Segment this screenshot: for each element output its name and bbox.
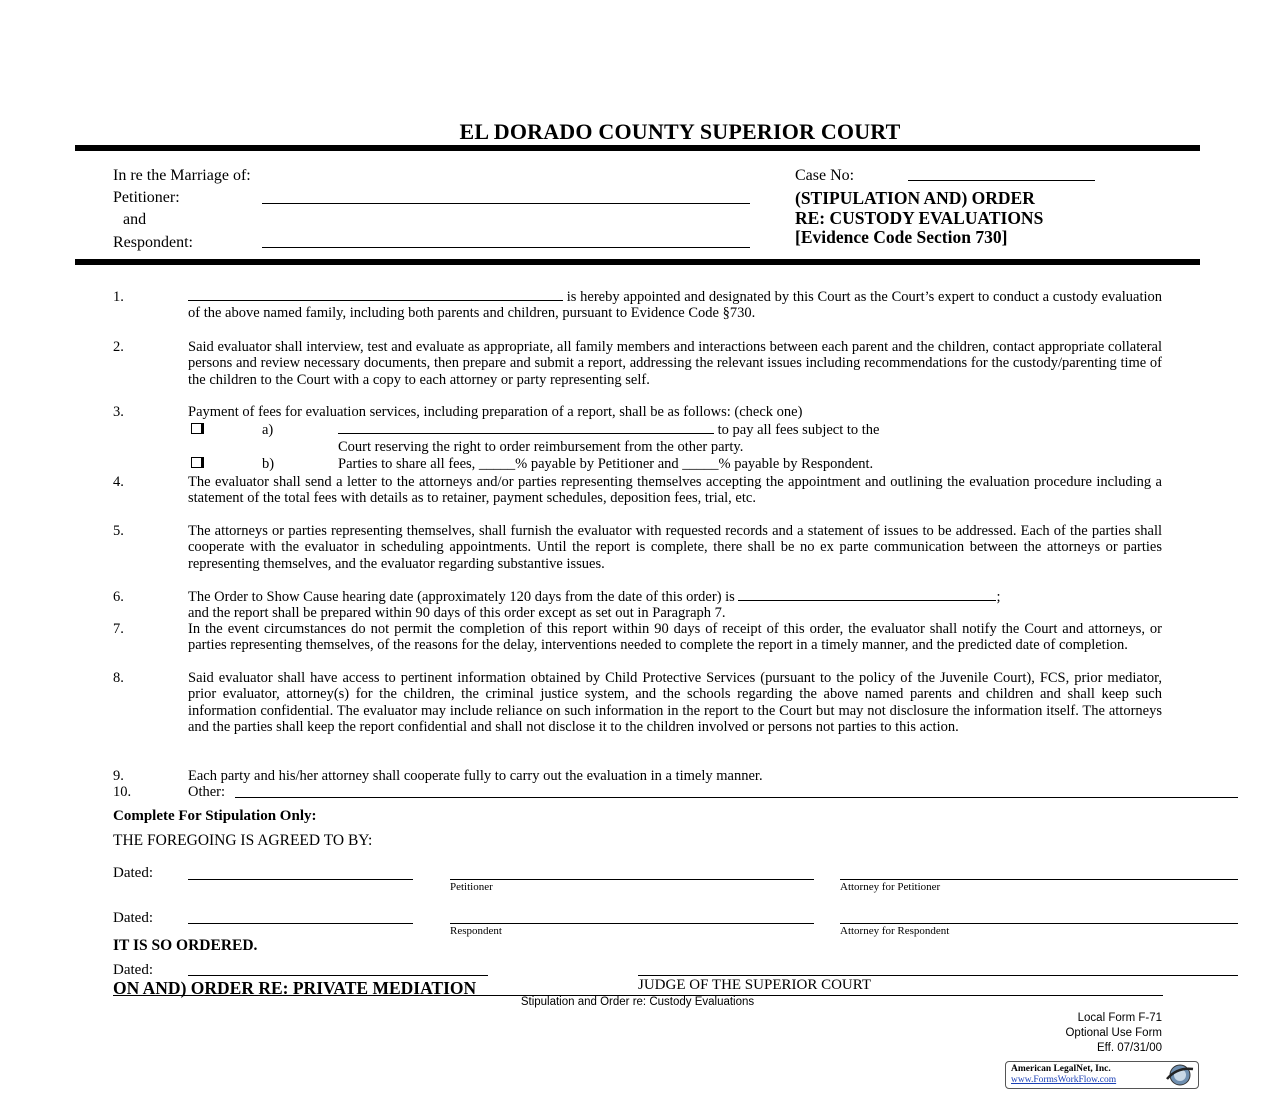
order-dated-field[interactable] xyxy=(188,975,488,976)
optional-use-note: Optional Use Form xyxy=(1065,1027,1162,1039)
effective-date: Eff. 07/31/00 xyxy=(1096,1042,1162,1054)
paragraph-number: 3. xyxy=(113,404,124,420)
paragraph-text: The Order to Show Cause hearing date (approximately 120 days from the date of this order) is xyxy=(188,589,735,605)
so-ordered-text: IT IS SO ORDERED. xyxy=(113,937,258,954)
form-info xyxy=(960,1011,1162,1056)
paragraph-5: The attorneys or parties representing themselves, shall furnish the evaluator with requested records and a statement of issues to be addressed. Each of the parties shall cooperate with the evaluator in scheduling appointments. Until the report is complete, there shall be no ex parte communication between the attorneys or parties representing themselves, and the evaluator regarding substantive issues. xyxy=(188,523,1162,572)
paragraph-number: 10. xyxy=(113,784,132,800)
petitioner-signature-label: Petitioner xyxy=(450,881,493,893)
hearing-date-field[interactable] xyxy=(738,589,996,601)
option-a-label: a) xyxy=(262,422,274,438)
paragraph-2: Said evaluator shall interview, test and evaluate as appropriate, all family members and interactions between each parent and the children, contact appropriate collateral persons and review necessary documents, then prepare and submit a report, addressing the relevant issues including recommendations for the custody/parenting time of the children to the Court with a copy to each attorney or party representing self. xyxy=(188,339,1162,388)
dated-label: Dated: xyxy=(113,910,153,926)
paragraph-number: 8. xyxy=(113,670,124,686)
and-label: and xyxy=(123,211,147,228)
paragraph-3: Payment of fees for evaluation services, including preparation of a report, shall be as follows: (check one) xyxy=(188,404,803,420)
option-a-text-2: Court reserving the right to order reimbursement from the other party. xyxy=(338,439,744,455)
court-title: EL DORADO COUNTY SUPERIOR COURT xyxy=(459,119,901,144)
paragraph-number: 7. xyxy=(113,621,124,637)
petitioner-field[interactable] xyxy=(262,203,750,204)
other-label: Other: xyxy=(188,784,226,800)
paragraph-9: Each party and his/her attorney shall cooperate fully to carry out the evaluation in a timely manner. xyxy=(188,768,763,784)
in-re-label: In re the Marriage of: xyxy=(113,167,251,184)
paragraph-6-line-2: and the report shall be prepared within 90 days of this order except as set out in Paragraph 7. xyxy=(188,605,726,621)
respondent-signature-line[interactable] xyxy=(450,923,814,924)
judge-label: JUDGE OF THE SUPERIOR COURT xyxy=(638,977,872,993)
dated-field[interactable] xyxy=(188,923,413,924)
local-form-number: Local Form F-71 xyxy=(1077,1012,1162,1024)
petitioner-signature-line[interactable] xyxy=(450,879,814,880)
option-a-text xyxy=(338,422,1138,438)
paragraph-number: 6. xyxy=(113,589,124,605)
attorney-respondent-label: Attorney for Respondent xyxy=(840,925,950,937)
vendor-link[interactable]: www.FormsWorkFlow.com xyxy=(1011,1075,1117,1085)
dated-field[interactable] xyxy=(188,879,413,880)
agreed-text: THE FOREGOING IS AGREED TO BY: xyxy=(113,832,373,849)
attorney-petitioner-signature-line[interactable] xyxy=(840,879,1238,880)
attorney-respondent-signature-line[interactable] xyxy=(840,923,1238,924)
order-title-line: [Evidence Code Section 730] xyxy=(795,227,1008,247)
paragraph-number: 2. xyxy=(113,339,124,355)
paragraph-text: is hereby appointed and designated by this Court as the Court’s expert to conduct a custody evaluation of the above named family, including both parents and children, pursuant to Evidence Code §730. xyxy=(188,289,1162,322)
respondent-signature-label: Respondent xyxy=(450,925,502,937)
paragraph-number: 1. xyxy=(113,289,124,305)
stipulation-heading: Complete For Stipulation Only: xyxy=(113,808,317,824)
document-name: Stipulation and Order re: Custody Evaluations xyxy=(520,996,755,1008)
option-a-checkbox[interactable] xyxy=(191,423,204,434)
paragraph-1 xyxy=(188,289,1162,322)
petitioner-label: Petitioner: xyxy=(113,189,180,206)
vendor-badge[interactable] xyxy=(1005,1061,1199,1089)
order-title-line: RE: CUSTODY EVALUATIONS xyxy=(795,207,1044,228)
order-title xyxy=(795,189,1043,248)
paragraph-number: 5. xyxy=(113,523,124,539)
option-b-checkbox[interactable] xyxy=(191,457,204,468)
evaluator-name-field[interactable] xyxy=(188,289,563,301)
bottom-rule xyxy=(75,259,1200,265)
vendor-name: American LegalNet, Inc. xyxy=(1011,1064,1111,1074)
case-no-field[interactable] xyxy=(908,180,1095,181)
top-rule xyxy=(75,145,1200,151)
judge-signature-line[interactable] xyxy=(638,975,1238,976)
overlap-title: ON AND) ORDER RE: PRIVATE MEDIATION xyxy=(113,978,477,998)
paragraph-8: Said evaluator shall have access to pertinent information obtained by Child Protective Services (pursuant to the policy of the Juvenile Court), FCS, prior mediator, prior evaluator, attorney(s) for the children, the criminal justice system, and the schools regarding the above named parents and children and shall keep such information confidential. The evaluator may include reliance on such information in the report to the Court but may not disclosure the information itself. The attorneys and the parties shall keep the report confidential and shall not disclose it to the children involved or persons not parties to this action. xyxy=(188,670,1162,736)
other-field[interactable] xyxy=(235,797,1238,798)
paragraph-4: The evaluator shall send a letter to the attorneys and/or parties representing themselves accepting the appointment and outlining the evaluation procedure including a statement of the total fees with details as to retainer, payment schedules, deposition fees, trial, etc. xyxy=(188,474,1162,507)
option-a-text-1: to pay all fees subject to the xyxy=(714,422,880,438)
paragraph-7: In the event circumstances do not permit the completion of this report within 90 days of receipt of this order, the evaluator shall notify the Court and attorneys, or parties representing themselves, of the reasons for the delay, interventions needed to complete the report in a timely manner, and the predicted date of completion. xyxy=(188,621,1162,654)
case-no-label: Case No: xyxy=(795,167,855,184)
order-title-line: (STIPULATION AND) ORDER xyxy=(795,188,1035,208)
dated-label: Dated: xyxy=(113,865,153,881)
dated-label: Dated: xyxy=(113,962,153,978)
respondent-field[interactable] xyxy=(262,247,750,248)
paragraph-6: The Order to Show Cause hearing date (approximately 120 days from the date of this order) is ; xyxy=(188,589,1001,605)
payer-field[interactable] xyxy=(338,422,714,434)
option-b-text: Parties to share all fees, _____% payable by Petitioner and _____% payable by Respondent. xyxy=(338,456,874,472)
option-b-label: b) xyxy=(262,456,275,472)
paragraph-number: 9. xyxy=(113,768,124,784)
globe-icon xyxy=(1163,1063,1195,1087)
respondent-label: Respondent: xyxy=(113,234,193,251)
paragraph-number: 4. xyxy=(113,474,124,490)
attorney-petitioner-label: Attorney for Petitioner xyxy=(840,881,941,893)
